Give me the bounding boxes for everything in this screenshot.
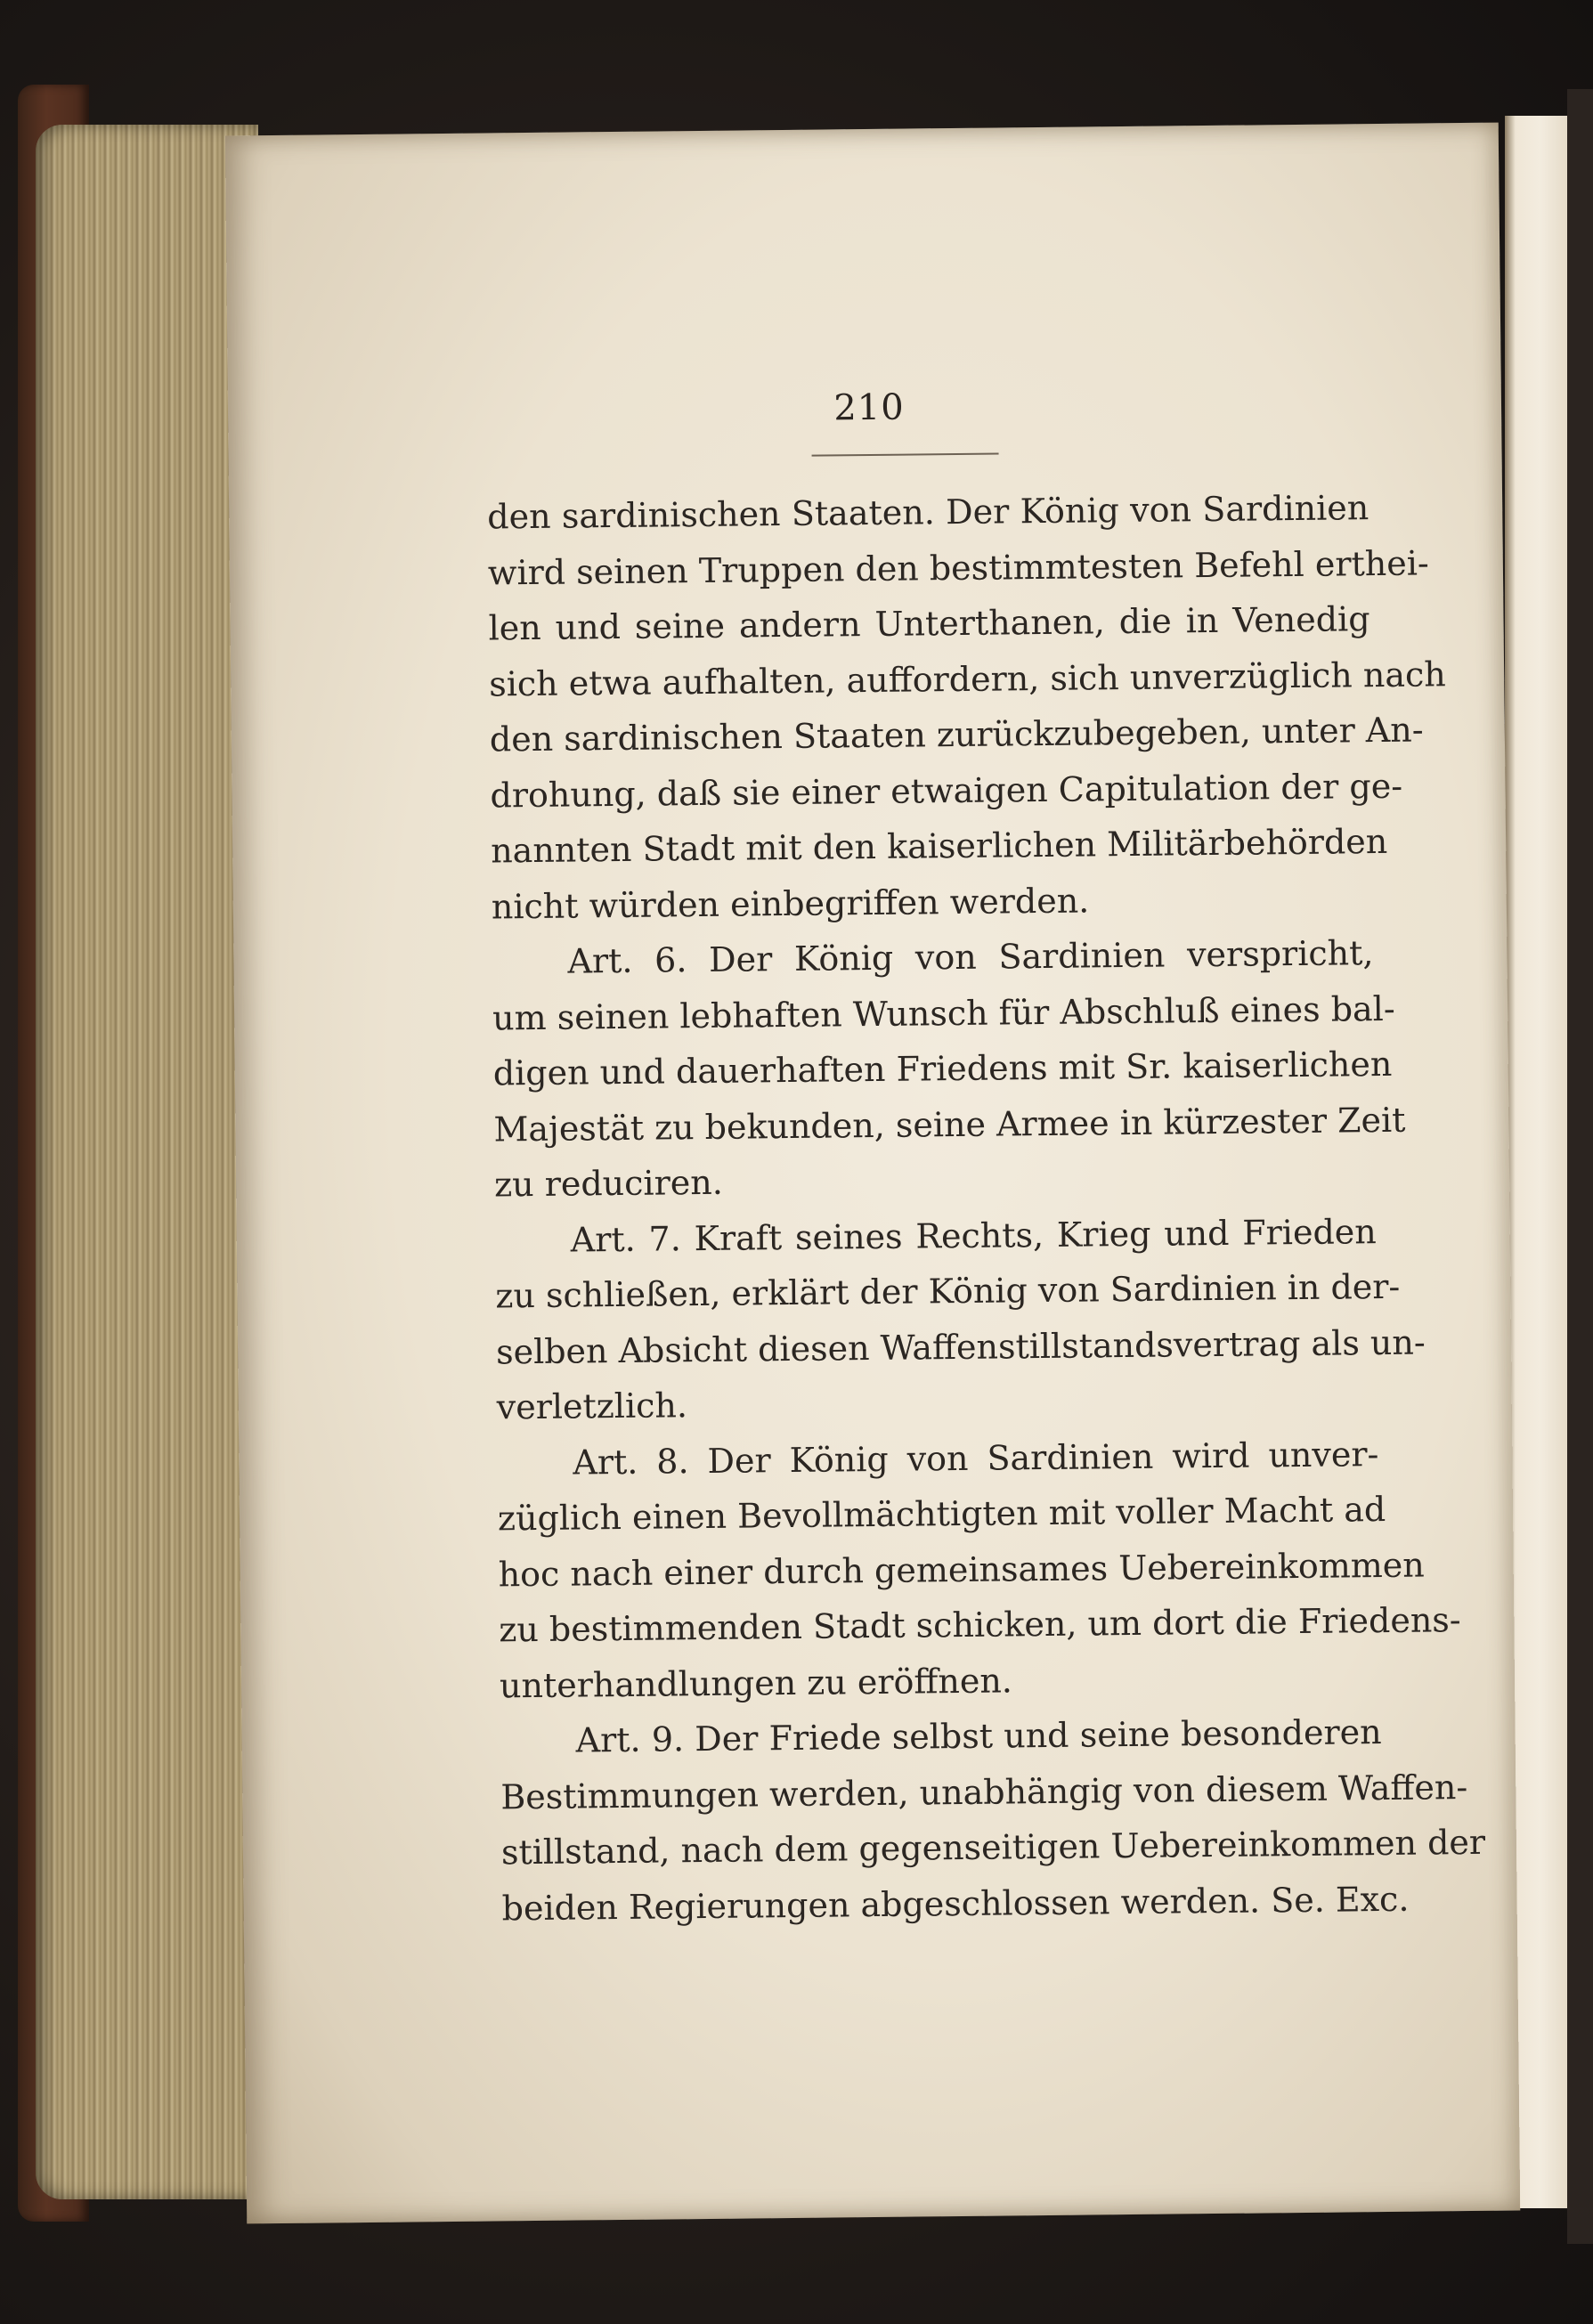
text-line: nicht würden einbegriffen werden. [491, 880, 1090, 926]
text-line: züglich einen Bevollmächtigten mit voller Macht ad [497, 1489, 1386, 1539]
text-line: Art. 6. Der König von Sardinien verspricht, [567, 933, 1374, 981]
text-line: den sardinischen Staaten. Der König von Sardinien [487, 488, 1369, 537]
text-line: nannten Stadt mit den kaiserlichen Militärbehörden [490, 821, 1388, 871]
text-line: zu schließen, erklärt der König von Sardinien in der- [495, 1266, 1401, 1316]
text-line: zu bestimmenden Stadt schicken, um dort die Friedens- [499, 1600, 1461, 1650]
text-line: wird seinen Truppen den bestimmtesten Befehl erthei- [487, 542, 1429, 592]
text-line: digen und dauerhaften Friedens mit Sr. kaiserlichen [492, 1044, 1393, 1093]
text-line: len und seine andern Unterthanen, die in Venedig [488, 599, 1370, 648]
body-text [487, 480, 1486, 1936]
text-line: sich etwa aufhalten, auffordern, sich unverzüglich nach [488, 654, 1446, 703]
text-line: zu reduciren. [493, 1162, 724, 1205]
text-line: unterhandlungen zu eröffnen. [499, 1660, 1013, 1705]
book-cover-right [1567, 89, 1593, 2244]
page-number: 210 [833, 386, 905, 429]
text-line: hoc nach einer durch gemeinsames Uebereinkommen [498, 1545, 1425, 1594]
text-line: um seinen lebhaften Wunsch für Abschluß eines bal- [492, 988, 1395, 1037]
text-line: Bestimmungen werden, unabhängig von diesem Waffen- [500, 1767, 1468, 1816]
book-page [225, 123, 1520, 2224]
text-line: verletzlich. [496, 1385, 688, 1427]
text-line: den sardinischen Staaten zurückzubegeben, unter An- [489, 710, 1424, 760]
text-line: selben Absicht diesen Waffenstillstandsvertrag als un- [495, 1322, 1426, 1371]
text-line: beiden Regierungen abgeschlossen werden. Se. Exc. [501, 1879, 1410, 1928]
text-line: Majestät zu bekunden, seine Armee in kürzester Zeit [493, 1100, 1406, 1149]
page-number-rule [812, 452, 999, 456]
text-line: Art. 7. Kraft seines Rechts, Krieg und Frieden [570, 1211, 1377, 1260]
text-line: Art. 8. Der König von Sardinien wird unver- [573, 1434, 1379, 1483]
text-line: drohung, daß sie einer etwaigen Capitulation der ge- [490, 766, 1403, 815]
text-line: Art. 9. Der Friede selbst und seine besonderen [575, 1712, 1382, 1760]
book-page-edges [36, 125, 258, 2199]
text-line: stillstand, nach dem gegenseitigen Uebereinkommen der [500, 1822, 1486, 1873]
